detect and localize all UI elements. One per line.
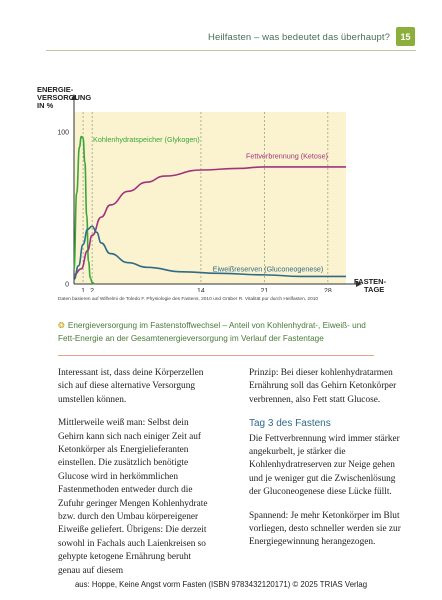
header-divider	[46, 50, 416, 51]
series-label: Fettverbrennung (Ketose)	[245, 151, 328, 161]
series-label: Kohlenhydratspeicher (Glykogen)	[93, 135, 200, 144]
caption-divider	[58, 355, 374, 356]
section-subheading: Tag 3 des Fastens	[249, 418, 331, 430]
x-tick-label: 2	[90, 288, 95, 292]
body-paragraph: Die Fettverbrennung wird immer stärker angekurbelt, je stärker die Kohlenhydratreserven zur Neige gehen und je weniger gut die Zwischenlösung der Gluconeogenese diese Lücke füllt.	[249, 433, 400, 498]
x-axis-label-line1: FASTEN-	[354, 277, 387, 286]
body-paragraph: Prinzip: Bei dieser kohlenhydratarmen Ernährung soll das Gehirn Ketonkörper verbrennen, also Fett statt Glucose.	[249, 368, 397, 405]
figure-caption	[58, 319, 378, 345]
y-axis-label-line1: ENERGIE-	[37, 85, 74, 94]
x-tick-label: 14	[197, 288, 205, 292]
y-axis-label-line3: IN %	[37, 101, 54, 110]
x-tick-label: 21	[260, 288, 269, 292]
body-column-right	[249, 367, 401, 560]
running-header-title: Heilfasten – was bedeutet das überhaupt?	[208, 32, 390, 43]
x-tick-label: 1	[81, 288, 86, 292]
y-axis-label-line2: VERSORGUNG	[37, 93, 92, 102]
body-paragraph: Spannend: Je mehr Ketonkörper im Blut vorliegen, desto schneller werden sie zur Energiegewinnung herangezogen.	[249, 510, 401, 548]
x-axis-label-line2: TAGE	[364, 285, 385, 292]
body-paragraph: Interessant ist, dass deine Körperzellen sich auf diese alternative Versorgung umstellen können.	[58, 368, 204, 405]
y-tick-label: 0	[65, 281, 69, 289]
energy-supply-chart	[28, 78, 413, 292]
body-paragraph: Mittlerweile weiß man: Selbst dein Gehirn kann sich nach einiger Zeit auf Ketonkörper als Energielieferanten einstellen. Die zusätzlich benötigte Glucose wird in herkömmlichen Fastenmethoden entweder durch die Zufuhr geringer Mengen Kohlenhydrate bzw. durch den Umbau körpereigener Eiweiße geliefert. Übrigens: Die derzeit sowohl in Fachals auch Laienkreisen so gehypte ketogene Ernährung beruht genau auf diesem	[58, 418, 208, 576]
caption-bullet-icon: ❂	[58, 321, 65, 330]
page-number-badge: 15	[396, 27, 415, 46]
body-column-left	[58, 367, 210, 588]
series-label: Eiweißreserven (Gluconeogenese)	[212, 264, 324, 274]
page-footer: aus: Hoppe, Keine Angst vorm Fasten (ISBN 9783432120171) © 2025 TRIAS Verlag	[74, 580, 368, 589]
x-tick-label: 28	[323, 288, 332, 292]
caption-text: Energieversorgung im Fastenstoffwechsel – Anteil von Kohlenhydrat-, Eiweiß- und Fett-Energie an der Gesamtenergieversorgung im Verlauf der Fastentage	[58, 321, 366, 343]
y-tick-label: 100	[57, 129, 69, 137]
chart-source-note: Daten basieren auf Wilhelmi de Toledo F. Physiologie des Fastens, 2010 und Gräber R. Vitalität pur durch Heilfasten, 2010	[58, 297, 319, 302]
